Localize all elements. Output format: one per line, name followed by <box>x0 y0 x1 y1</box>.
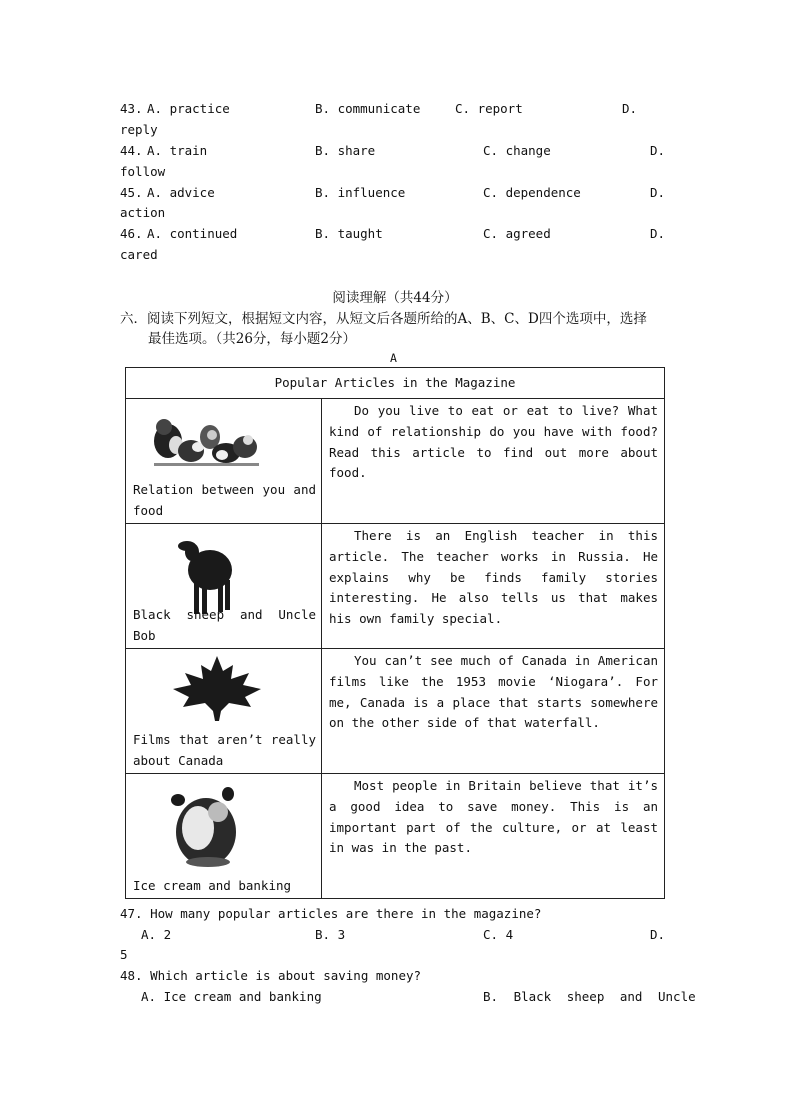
q45-number: 45. <box>120 185 143 200</box>
article-description: There is an English teacher in this article. The teacher works in Russia. He explains why be finds family stories interesting. He also tells us that makes his own family special. <box>329 528 658 627</box>
maple-leaf-icon <box>171 655 263 721</box>
article-image-cell <box>126 524 322 649</box>
table-row <box>126 399 665 524</box>
article-caption: Ice cream and banking <box>133 878 292 893</box>
q44-option-c: C. change <box>483 143 551 158</box>
q48-stem: 48. Which article is about saving money? <box>120 968 422 983</box>
piggy-bank-icon <box>168 782 240 870</box>
article-caption: Black sheep and Uncle Bob <box>133 607 316 643</box>
q47-option-b: B. 3 <box>315 927 346 942</box>
article-description: Most people in Britain believe that it’s a good idea to save money. This is an important part of the culture, or at least in was in the past. <box>329 778 658 856</box>
article-description: Do you live to eat or eat to live? What kind of relationship do you have with food? Read this article to find out more about food. <box>329 403 658 481</box>
article-image-cell <box>126 774 322 899</box>
q45-option-b: B. influence <box>315 185 406 200</box>
article-description-cell <box>322 649 665 774</box>
q46-number: 46. <box>120 226 143 241</box>
section-title: 阅读理解（共44分） <box>332 290 458 306</box>
q45-option-d: D. <box>650 185 666 200</box>
article-image-cell <box>126 399 322 524</box>
article-description: You can’t see much of Canada in American films like the 1953 movie ‘Niogara’. For me, Canada is a place that starts somewhere on the other side of that waterfall. <box>329 653 658 731</box>
table-row <box>126 774 665 899</box>
article-image-cell <box>126 649 322 774</box>
q44-option-a: A. train <box>147 143 208 158</box>
animals-food-icon <box>146 407 266 471</box>
q45-option-a: A. advice <box>147 185 215 200</box>
q44-number: 44. <box>120 143 143 158</box>
q43-option-d: D. <box>622 101 638 116</box>
passage-label: A <box>390 351 397 365</box>
q47-option-a: A. 2 <box>141 927 172 942</box>
table-row <box>126 524 665 649</box>
q45-option-d-word: action <box>120 205 166 220</box>
q46-option-b: B. taught <box>315 226 383 241</box>
q46-option-a: A. continued <box>147 226 238 241</box>
q48-option-a: A. Ice cream and banking <box>141 989 322 1004</box>
article-caption: Relation between you and food <box>133 482 316 518</box>
q44-option-d-word: follow <box>120 164 166 179</box>
q46-option-c: C. agreed <box>483 226 551 241</box>
article-description-cell <box>322 399 665 524</box>
q47-option-d-word: 5 <box>120 947 128 962</box>
q44-option-d: D. <box>650 143 666 158</box>
table-row <box>126 649 665 774</box>
q43-number: 43. <box>120 101 143 116</box>
q43-option-c: C. report <box>455 101 523 116</box>
article-caption: Films that aren’t really about Canada <box>133 732 316 768</box>
table-header: Popular Articles in the Magazine <box>126 368 665 399</box>
q46-option-d: D. <box>650 226 666 241</box>
q47-stem: 47. How many popular articles are there in the magazine? <box>120 906 542 921</box>
section-instruction-line1: 六．阅读下列短文，根据短文内容，从短文后各题所给的A、B、C、D四个选项中，选择 <box>120 311 647 327</box>
q43-option-d-word: reply <box>120 122 158 137</box>
section-instruction-line2: 最佳选项。（共26分，每小题2分） <box>148 331 357 347</box>
article-description-cell <box>322 524 665 649</box>
q44-option-b: B. share <box>315 143 376 158</box>
q43-option-b: B. communicate <box>315 101 421 116</box>
q47-option-d: D. <box>650 927 666 942</box>
q47-option-c: C. 4 <box>483 927 514 942</box>
article-description-cell <box>322 774 665 899</box>
q43-option-a: A. practice <box>147 101 230 116</box>
q45-option-c: C. dependence <box>483 185 581 200</box>
q48-option-b: B. Black sheep and Uncle <box>483 989 696 1004</box>
q46-option-d-word: cared <box>120 247 158 262</box>
articles-table <box>125 367 665 899</box>
